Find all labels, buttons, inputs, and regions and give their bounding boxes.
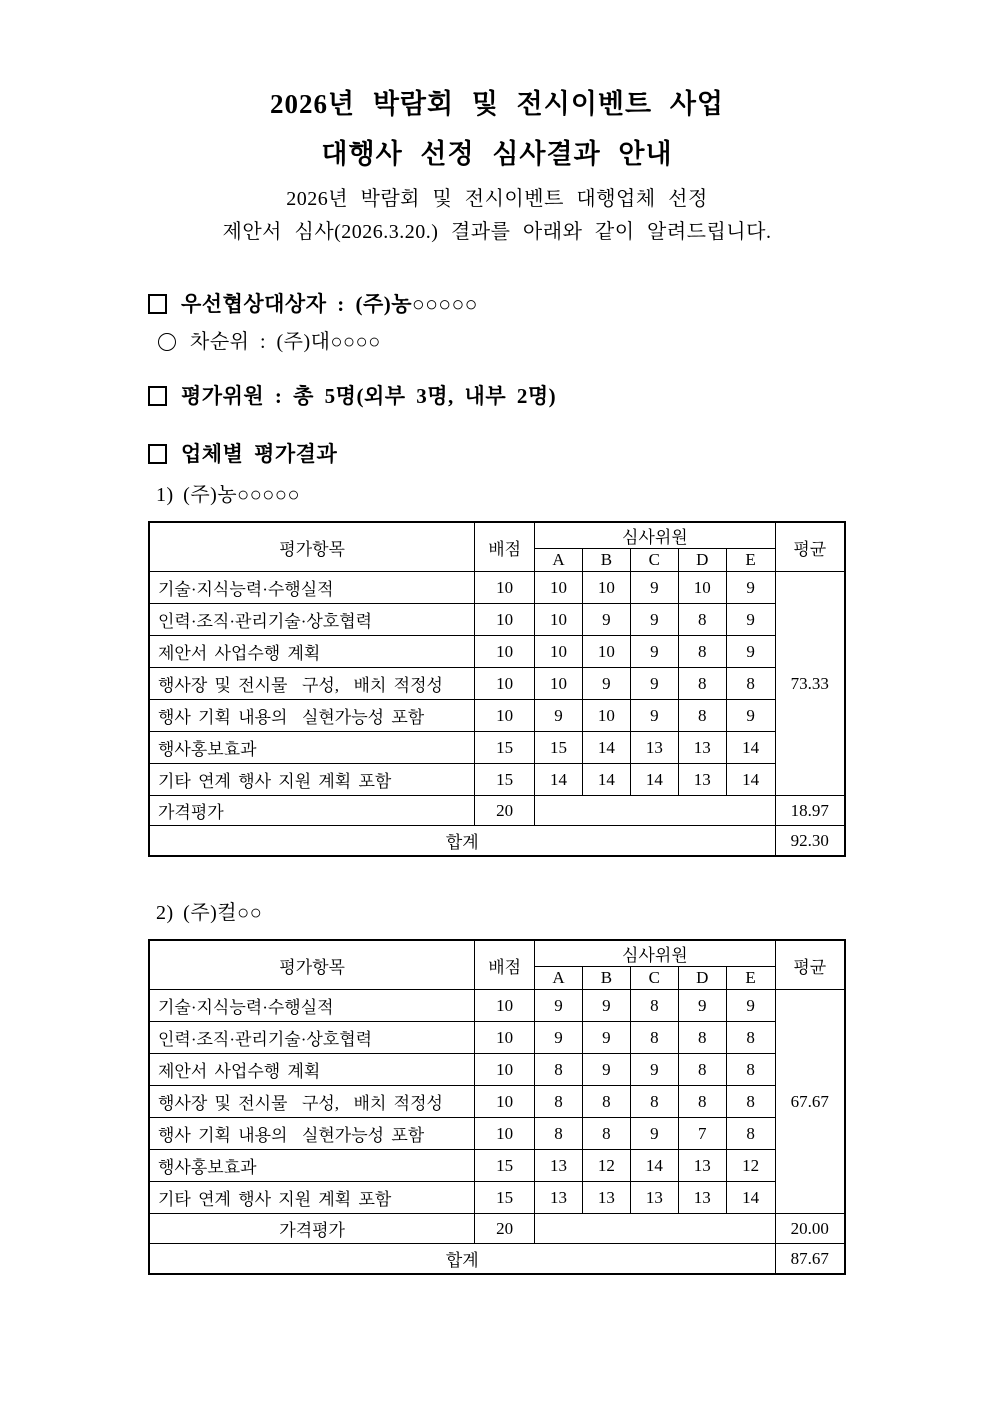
score-cell: 10 xyxy=(535,636,583,668)
score-cell: 14 xyxy=(582,732,630,764)
circle-bullet-icon xyxy=(158,333,176,351)
score-cell: 9 xyxy=(582,1054,630,1086)
score-cell: 8 xyxy=(678,668,726,700)
header-item-cell: 평가항목 xyxy=(149,522,475,572)
header-judges-cell: 심사위원 xyxy=(535,940,775,967)
price-scores-blank-cell xyxy=(535,796,775,826)
score-cell: 9 xyxy=(726,572,775,604)
square-bullet-icon xyxy=(148,386,167,406)
header-judge-col-cell: C xyxy=(630,967,678,990)
square-bullet-icon xyxy=(148,444,167,464)
score-cell: 9 xyxy=(582,604,630,636)
score-cell: 9 xyxy=(630,572,678,604)
points-cell: 15 xyxy=(475,764,535,796)
score-cell: 9 xyxy=(582,1022,630,1054)
score-cell: 13 xyxy=(678,1182,726,1214)
runner-up-line xyxy=(148,327,846,357)
criteria-average-cell: 73.33 xyxy=(775,572,845,796)
score-cell: 8 xyxy=(630,1022,678,1054)
evaluation-table-company-1 xyxy=(148,521,846,857)
header-judge-col-cell: E xyxy=(726,967,775,990)
price-average-cell: 20.00 xyxy=(775,1214,845,1244)
price-scores-blank-cell xyxy=(535,1214,775,1244)
item-cell: 제안서 사업수행 계획 xyxy=(149,1054,475,1086)
header-judge-col-cell: A xyxy=(535,549,583,572)
points-cell: 15 xyxy=(475,1150,535,1182)
score-cell: 10 xyxy=(582,636,630,668)
score-cell: 9 xyxy=(678,990,726,1022)
score-cell: 10 xyxy=(535,668,583,700)
points-cell: 10 xyxy=(475,1054,535,1086)
score-cell: 14 xyxy=(726,732,775,764)
item-cell: 기타 연계 행사 지원 계획 포함 xyxy=(149,1182,475,1214)
square-bullet-icon xyxy=(148,294,167,314)
total-average-cell: 92.30 xyxy=(775,826,845,857)
score-cell: 8 xyxy=(678,636,726,668)
header-judge-col-cell: B xyxy=(582,549,630,572)
points-cell: 15 xyxy=(475,732,535,764)
score-cell: 14 xyxy=(582,764,630,796)
score-cell: 9 xyxy=(630,604,678,636)
score-cell: 8 xyxy=(678,1086,726,1118)
score-cell: 12 xyxy=(582,1150,630,1182)
score-cell: 9 xyxy=(630,636,678,668)
total-average-cell: 87.67 xyxy=(775,1244,845,1275)
score-cell: 8 xyxy=(726,668,775,700)
points-cell: 10 xyxy=(475,1118,535,1150)
points-cell: 10 xyxy=(475,700,535,732)
score-cell: 9 xyxy=(535,1022,583,1054)
price-average-cell: 18.97 xyxy=(775,796,845,826)
item-cell: 인력·조직·관리기술·상호협력 xyxy=(149,604,475,636)
evaluators-line xyxy=(148,381,846,411)
score-cell: 9 xyxy=(726,700,775,732)
item-cell: 기술·지식능력·수행실적 xyxy=(149,572,475,604)
criteria-average-cell: 67.67 xyxy=(775,990,845,1214)
header-judge-col-cell: E xyxy=(726,549,775,572)
header-average-cell: 평균 xyxy=(775,522,845,572)
score-cell: 8 xyxy=(630,990,678,1022)
item-cell: 행사홍보효과 xyxy=(149,1150,475,1182)
score-cell: 8 xyxy=(582,1118,630,1150)
score-cell: 14 xyxy=(726,764,775,796)
header-judge-col-cell: D xyxy=(678,967,726,990)
results-heading-text: 업체별 평가결과 xyxy=(181,442,338,466)
points-cell: 10 xyxy=(475,990,535,1022)
header-judge-col-cell: D xyxy=(678,549,726,572)
score-cell: 8 xyxy=(678,1054,726,1086)
score-cell: 9 xyxy=(535,700,583,732)
points-cell: 10 xyxy=(475,604,535,636)
score-cell: 13 xyxy=(630,1182,678,1214)
score-cell: 8 xyxy=(726,1086,775,1118)
score-cell: 15 xyxy=(535,732,583,764)
header-points-cell: 배점 xyxy=(475,522,535,572)
doc-subtitle-line2: 제안서 심사(2026.3.20.) 결과를 아래와 같이 알려드립니다. xyxy=(222,221,772,243)
item-cell: 행사 기획 내용의 실현가능성 포함 xyxy=(149,1118,475,1150)
score-cell: 10 xyxy=(535,572,583,604)
points-cell: 10 xyxy=(475,668,535,700)
evaluation-table-company-2 xyxy=(148,939,846,1275)
item-cell: 인력·조직·관리기술·상호협력 xyxy=(149,1022,475,1054)
price-points-cell: 20 xyxy=(475,1214,535,1244)
score-cell: 10 xyxy=(678,572,726,604)
company-result-block-2 xyxy=(148,899,846,1275)
total-label-cell: 합계 xyxy=(149,1244,775,1275)
results-heading-line xyxy=(148,439,846,469)
points-cell: 10 xyxy=(475,572,535,604)
header-judge-col-cell: B xyxy=(582,967,630,990)
total-label-cell: 합계 xyxy=(149,826,775,857)
doc-title-line1: 2026년 박람회 및 전시이벤트 사업 xyxy=(270,89,724,119)
score-cell: 8 xyxy=(630,1086,678,1118)
score-cell: 14 xyxy=(726,1182,775,1214)
doc-subtitle-line1: 2026년 박람회 및 전시이벤트 대행업체 선정 xyxy=(286,188,708,210)
score-cell: 9 xyxy=(582,668,630,700)
score-cell: 14 xyxy=(630,764,678,796)
score-cell: 9 xyxy=(582,990,630,1022)
points-cell: 10 xyxy=(475,1086,535,1118)
score-cell: 8 xyxy=(535,1118,583,1150)
score-cell: 10 xyxy=(582,700,630,732)
score-cell: 9 xyxy=(726,604,775,636)
score-cell: 8 xyxy=(678,1022,726,1054)
score-cell: 9 xyxy=(630,668,678,700)
company-result-block-1 xyxy=(148,481,846,857)
score-cell: 9 xyxy=(630,1054,678,1086)
item-cell: 제안서 사업수행 계획 xyxy=(149,636,475,668)
item-cell: 행사 기획 내용의 실현가능성 포함 xyxy=(149,700,475,732)
header-points-cell: 배점 xyxy=(475,940,535,990)
item-cell: 기술·지식능력·수행실적 xyxy=(149,990,475,1022)
score-cell: 13 xyxy=(678,732,726,764)
score-cell: 13 xyxy=(535,1182,583,1214)
item-cell: 행사장 및 전시물 구성, 배치 적정성 xyxy=(149,1086,475,1118)
header-item-cell: 평가항목 xyxy=(149,940,475,990)
score-cell: 8 xyxy=(535,1086,583,1118)
score-cell: 9 xyxy=(726,636,775,668)
score-cell: 8 xyxy=(726,1022,775,1054)
score-cell: 8 xyxy=(678,604,726,636)
price-points-cell: 20 xyxy=(475,796,535,826)
price-item-cell: 가격평가 xyxy=(149,1214,475,1244)
score-cell: 13 xyxy=(630,732,678,764)
score-cell: 13 xyxy=(678,1150,726,1182)
score-cell: 9 xyxy=(726,990,775,1022)
score-cell: 12 xyxy=(726,1150,775,1182)
header-judge-col-cell: C xyxy=(630,549,678,572)
score-cell: 14 xyxy=(630,1150,678,1182)
score-cell: 8 xyxy=(726,1118,775,1150)
runner-up-text: 차순위 : (주)대○○○○ xyxy=(190,331,381,353)
score-cell: 8 xyxy=(678,700,726,732)
company-1-heading: 1) (주)농○○○○○ xyxy=(156,484,301,506)
score-cell: 13 xyxy=(678,764,726,796)
evaluators-text: 평가위원 : 총 5명(외부 3명, 내부 2명) xyxy=(181,384,557,408)
points-cell: 10 xyxy=(475,636,535,668)
score-cell: 9 xyxy=(630,700,678,732)
preferred-bidder-line xyxy=(148,289,846,319)
header-average-cell: 평균 xyxy=(775,940,845,990)
score-cell: 10 xyxy=(582,572,630,604)
score-cell: 7 xyxy=(678,1118,726,1150)
score-cell: 13 xyxy=(535,1150,583,1182)
header-judges-cell: 심사위원 xyxy=(535,522,775,549)
item-cell: 기타 연계 행사 지원 계획 포함 xyxy=(149,764,475,796)
points-cell: 10 xyxy=(475,1022,535,1054)
doc-title-line2: 대행사 선정 심사결과 안내 xyxy=(321,139,673,169)
preferred-bidder-text: 우선협상대상자 : (주)농○○○○○ xyxy=(181,292,478,316)
score-cell: 10 xyxy=(535,604,583,636)
company-2-heading: 2) (주)컬○○ xyxy=(156,902,263,924)
score-cell: 9 xyxy=(535,990,583,1022)
score-cell: 14 xyxy=(535,764,583,796)
points-cell: 15 xyxy=(475,1182,535,1214)
score-cell: 8 xyxy=(726,1054,775,1086)
score-cell: 8 xyxy=(582,1086,630,1118)
price-item-cell: 가격평가 xyxy=(149,796,475,826)
score-cell: 8 xyxy=(535,1054,583,1086)
header-judge-col-cell: A xyxy=(535,967,583,990)
score-cell: 9 xyxy=(630,1118,678,1150)
item-cell: 행사장 및 전시물 구성, 배치 적정성 xyxy=(149,668,475,700)
item-cell: 행사홍보효과 xyxy=(149,732,475,764)
score-cell: 13 xyxy=(582,1182,630,1214)
